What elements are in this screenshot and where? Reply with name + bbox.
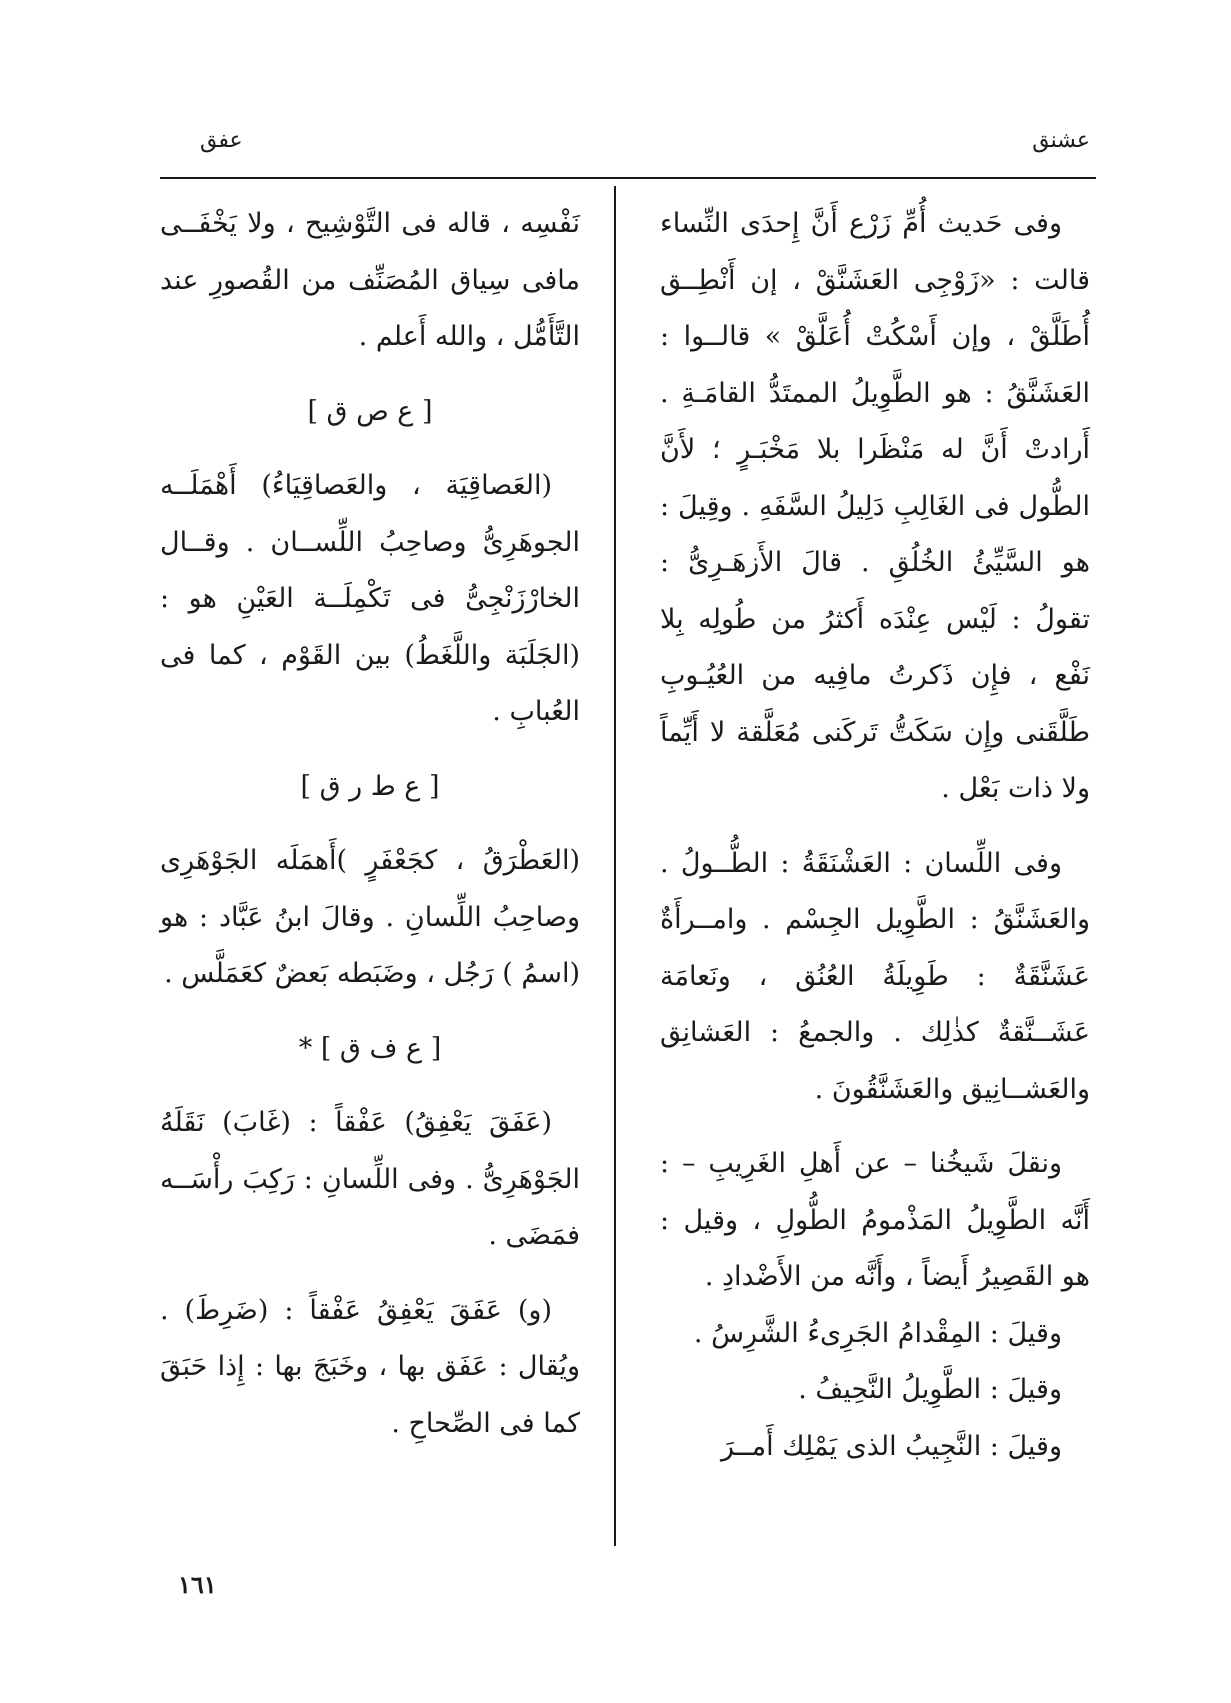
left-paragraph-1: نَفْسِه ، قاله فى التَّوْشِيح ، ولا يَخْفَــى مافى سِياق المُصَنِّف من القُصورِ عند التَّأَمُّل ، والله أَعلم . <box>160 208 580 352</box>
right-paragraph-3: ونقلَ شَيخُنا – عن أَهلِ الغَرِيبِ – : أَنَّه الطَّوِيلُ المَذْمومُ الطُّولِ ، وقيل : هو القَصِيرُ أَيضاً ، وأَنَّه من الأَضْدادِ . <box>660 1148 1090 1292</box>
right-paragraph-2: وفى اللِّسان : العَشْنَقَةُ : الطُّــولُ . والعَشَنَّقُ : الطَّوِيل الجِسْم . وامــرأَةٌ عَشَنَّقَةٌ : طَوِيلَةُ العُنُق ، ونَعامَة عَشَــنَّقةٌ كذٰلِك . والجمعُ : العَشانِق والعَشــانِيق والعَشَنَّقُونَ . <box>660 847 1090 1105</box>
running-head-right: عشنق <box>1032 128 1090 153</box>
left-column <box>160 196 580 1452</box>
right-column <box>660 196 1090 1475</box>
left-paragraph-5: (و) عَفَقَ يَعْفِقُ عَفْقاً : (ضَرِطَ) . ويُقال : عَفَق بها ، وخَبَجَ بها : إِذا حَبَقَ كما فى الصِّحاحِ . <box>160 1294 580 1439</box>
right-paragraph-1: وفى حَديث أُمِّ زَرْع أَنَّ إِحدَى النِّساء قالت : «زَوْجِى العَشَنَّقْ ، إن أَنْطِــق أُطَلَّقْ ، وإن أَسْكُتْ أُعَلَّقْ » قالــوا : العَشَنَّقُ : هو الطَّوِيلُ الممتَدُّ القامَـةِ . أَرادتْ أَنَّ له مَنْظَرا بلا مَخْبَـرٍ ؛ لأَنَّ الطُّول فى الغَالِبِ دَلِيلُ السَّفَهِ . وقِيلَ : هو السَّيِّئُ الخُلُقِ . قالَ الأَزهَـرِىُّ : تقولُ : لَيْس عِنْدَه أَكثرُ من طُولِه بِلا نَفْع ، فإِن ذَكرتُ مافِيه من العُيُـوبِ طَلَّقَنى وإِن سَكَتُّ تَركَنى مُعَلَّقة لا أَيِّماً ولا ذات بَعْل . <box>660 208 1090 804</box>
left-paragraph-3: (العَطْرَقُ ، كجَعْفَرٍ )أَهمَلَه الجَوْهَرِى وصاحِبُ اللِّسانِ . وقالَ ابنُ عَبَّاد : هو (اسمُ ) رَجُل ، وضَبَطه بَعضٌ كعَمَلَّس . <box>160 845 580 989</box>
header-rule <box>160 177 1096 179</box>
right-paragraph-4: وقيلَ : المِقْدامُ الجَرِىءُ الشَّرِسُ . <box>693 1317 1062 1349</box>
entry-heading-asq: [ ع ص ق ] <box>307 395 433 427</box>
right-paragraph-5: وقيلَ : الطَّوِيلُ النَّحِيفُ . <box>798 1374 1062 1405</box>
left-paragraph-2: (العَصاقِيَة ، والعَصاقِيَاءُ) أَهْمَلَــه الجوهَرِىُّ وصاحِبُ اللِّســان . وقــال الخارْزَنْجِىُّ فى تَكْمِلَــة العَيْنِ هو : (الجَلَبَة واللَّغَطُ) بين القَوْم ، كما فى العُبابِ . <box>160 470 580 727</box>
column-divider <box>614 186 616 1546</box>
left-paragraph-4: (عَفَقَ يَعْفِقُ) عَفْقاً : (غَابَ) نَقَلَهُ الجَوْهَرِىُّ . وفى اللِّسانِ : رَكِبَ رأْسَــه فمَضَى . <box>160 1107 580 1251</box>
page-number: ١٦١ <box>178 1570 217 1599</box>
running-head-left: عفق <box>200 128 243 153</box>
right-paragraph-6: وقيلَ : النَّجِيبُ الذى يَمْلِك أَمــرَ <box>720 1430 1062 1462</box>
entry-heading-afq: [ ع ف ق ] * <box>298 1032 442 1064</box>
entry-heading-atrq: [ ع ط ر ق ] <box>300 770 440 802</box>
